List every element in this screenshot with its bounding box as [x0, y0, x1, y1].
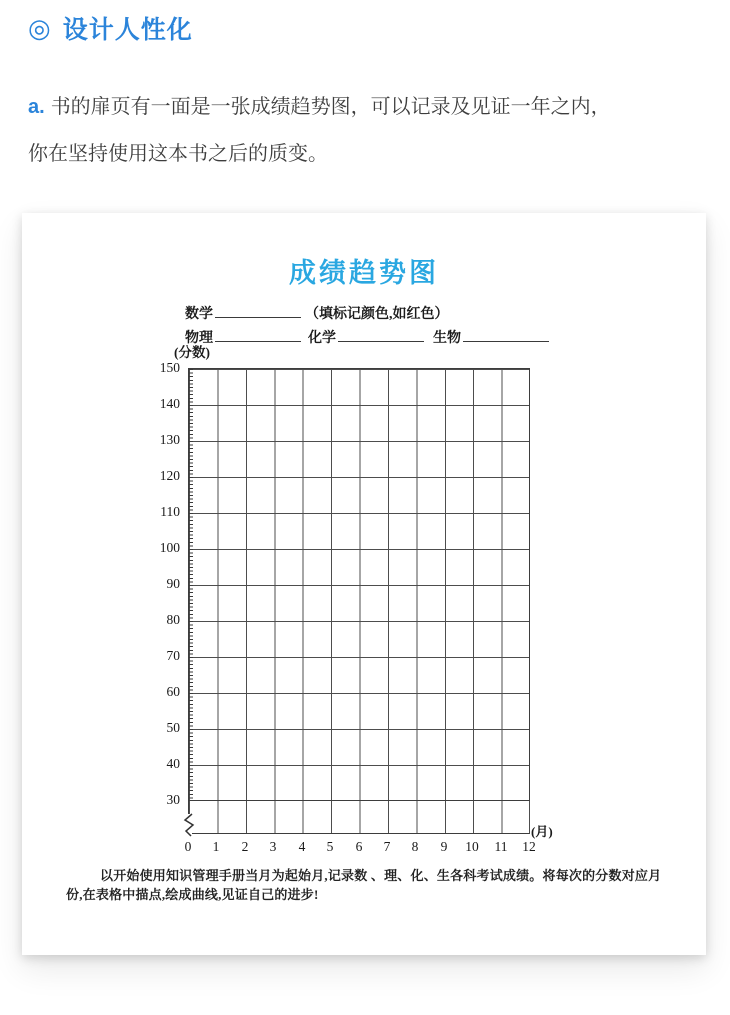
y-axis-minor-ticks: [189, 369, 193, 800]
chemistry-color-blank: [338, 328, 424, 342]
x-tick-label: 4: [298, 839, 306, 854]
list-marker: a.: [28, 96, 45, 118]
y-tick-label: 110: [160, 504, 180, 519]
legend-color-note: （填标记颜色,如红色）: [305, 307, 449, 322]
x-tick-label: 12: [522, 839, 536, 854]
y-tick-label: 70: [166, 648, 180, 663]
section-heading-text: 设计人性化: [62, 16, 193, 44]
x-tick-label: 5: [326, 839, 334, 854]
x-tick-label: 2: [241, 839, 249, 854]
intro-paragraph: [28, 84, 720, 178]
x-tick-label: 6: [355, 839, 363, 854]
math-color-blank: [215, 304, 301, 318]
chart-caption: [66, 867, 670, 904]
legend-row-1: [185, 303, 449, 323]
legend-biology-label: 生物: [433, 331, 461, 346]
intro-line-1-text: 书的扉页有一面是一张成绩趋势图，可以记录及见证一年之内，: [50, 96, 611, 118]
caption-line-1: 以开始使用知识管理手册当月为起始月,记录数 、理、化、生各科考试成绩。将每次的分数对应月: [100, 868, 662, 883]
axis-break-icon: [181, 813, 197, 837]
y-tick-label: 150: [159, 360, 180, 375]
x-tick-label: 10: [465, 839, 479, 854]
plot-grid: [188, 368, 530, 801]
x-tick-label: 1: [212, 839, 220, 854]
chart-title: 成绩趋势图: [289, 258, 439, 288]
x-tick-label: 9: [440, 839, 448, 854]
intro-line-1: [28, 84, 720, 131]
y-tick-label: 120: [159, 468, 180, 483]
y-tick-label: 140: [159, 396, 180, 411]
y-tick-label: 100: [159, 540, 180, 555]
y-tick-label: 130: [159, 432, 180, 447]
y-axis-unit-label: (分数): [174, 345, 210, 360]
caption-line-2: 份,在表格中描点,绘成曲线,见证自己的进步!: [66, 886, 319, 902]
legend-row-2: [185, 327, 565, 345]
x-tick-label: 0: [184, 839, 192, 854]
y-tick-label: 60: [166, 684, 180, 699]
y-tick-label: 40: [166, 756, 180, 771]
y-tick-label: 80: [166, 612, 180, 627]
x-tick-label: 11: [494, 839, 508, 854]
chart-card: [22, 213, 706, 955]
x-tick-label: 7: [383, 839, 391, 854]
intro-line-2: 你在坚持使用这本书之后的质变。: [28, 143, 328, 165]
legend-chemistry-label: 化学: [308, 331, 336, 346]
biology-color-blank: [463, 328, 549, 342]
x-tick-label: 3: [269, 839, 277, 854]
y-tick-label: 90: [166, 576, 180, 591]
x-axis-unit-label: (月): [531, 824, 553, 839]
legend-physics-label: 物理: [185, 331, 213, 346]
bullseye-icon: ◎: [28, 13, 52, 43]
legend-chemistry: [308, 327, 424, 347]
legend-biology: [433, 327, 549, 347]
y-tick-label: 30: [166, 792, 180, 807]
section-heading: [28, 10, 193, 46]
y-tick-label: 50: [166, 720, 180, 735]
x-tick-label: 8: [411, 839, 419, 854]
axis-break-zone: [188, 801, 530, 834]
physics-color-blank: [215, 328, 301, 342]
legend-math-label: 数学: [185, 307, 213, 322]
